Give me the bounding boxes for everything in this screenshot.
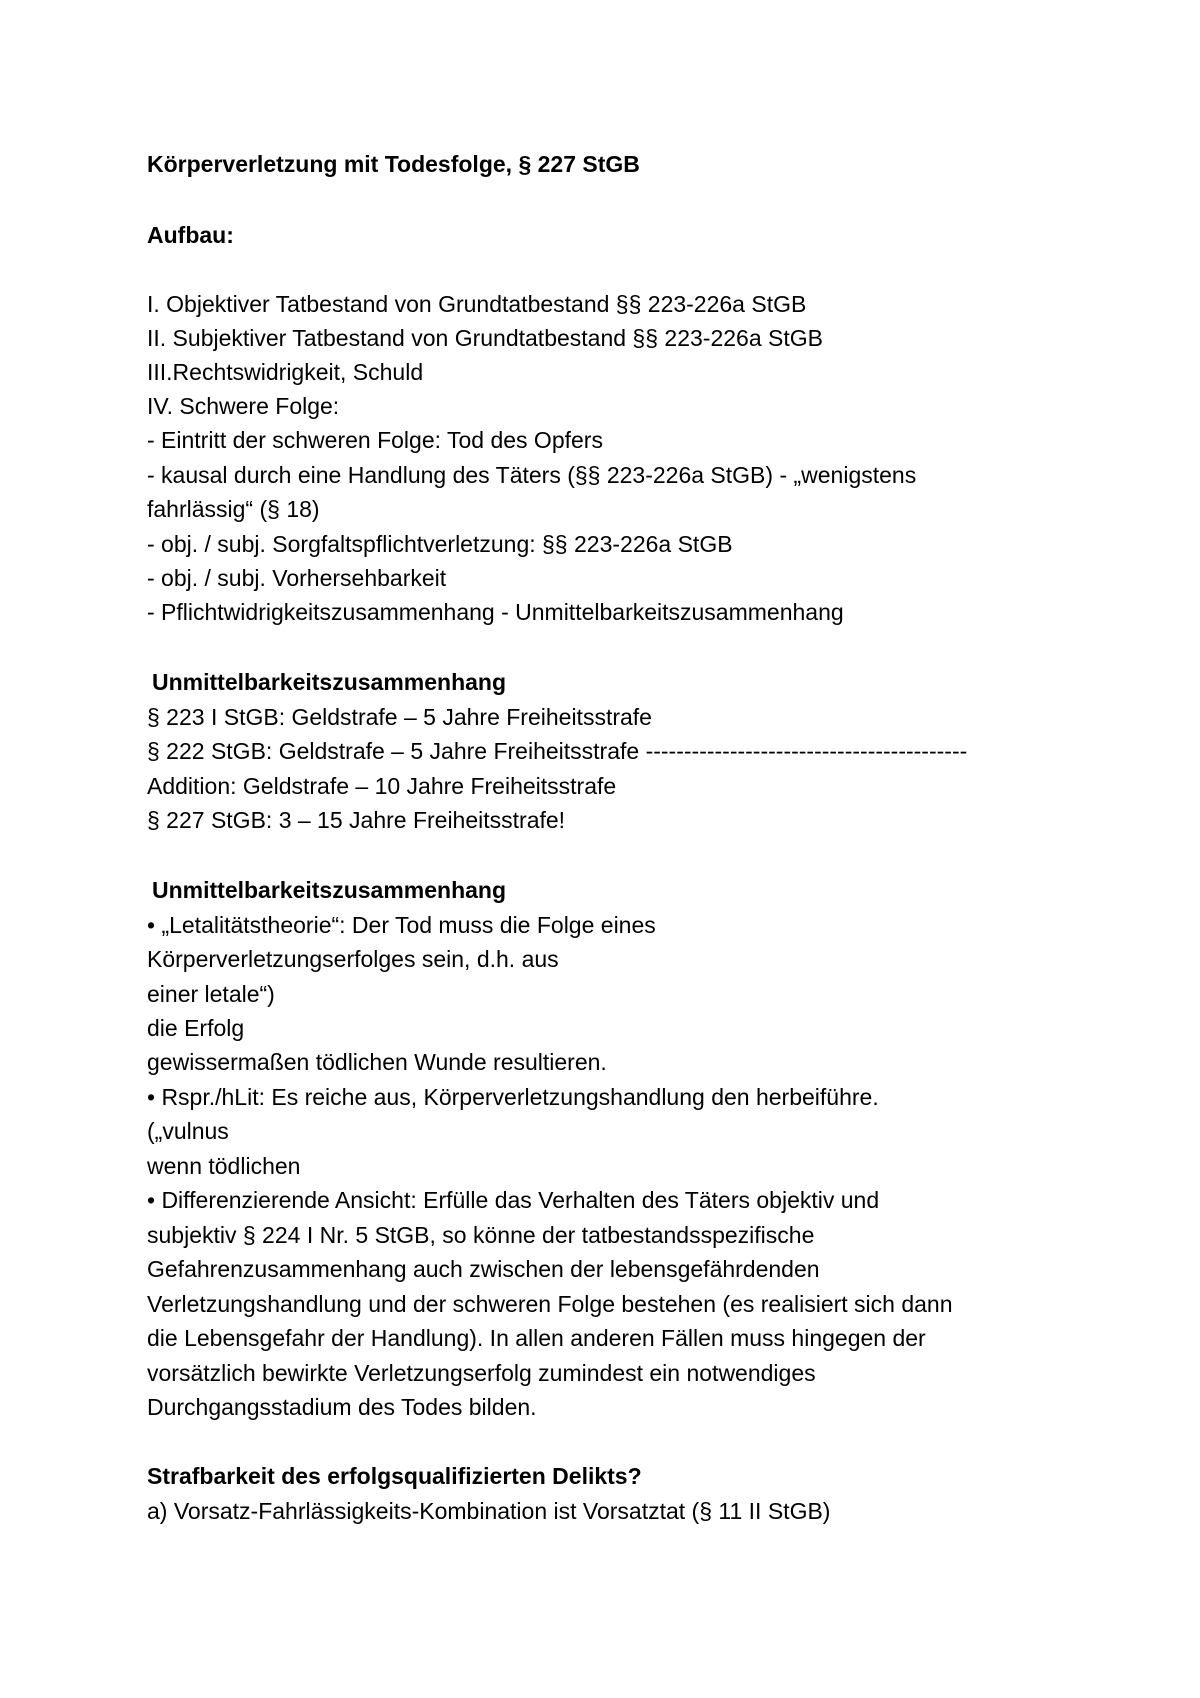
section-heading: Unmittelbarkeitszusammenhang: [152, 669, 507, 695]
section2-line: Verletzungshandlung und der schweren Folge bestehen (es realisiert sich dann: [147, 1291, 953, 1317]
section2-line: die Lebensgefahr der Handlung). In allen anderen Fällen muss hingegen der: [147, 1325, 926, 1351]
section2-line: Durchgangsstadium des Todes bilden.: [147, 1394, 537, 1420]
document-title: Körperverletzung mit Todesfolge, § 227 StGB: [147, 151, 640, 177]
aufbau-line: - obj. / subj. Sorgfaltspflichtverletzung: §§ 223-226a StGB: [147, 531, 733, 557]
section2-line: vorsätzlich bewirkte Verletzungserfolg zumindest ein notwendiges: [147, 1360, 816, 1386]
section2-line: • Rspr./hLit: Es reiche aus, Körperverletzungshandlung den herbeiführe.: [147, 1084, 879, 1110]
aufbau-line: fahrlässig“ (§ 18): [147, 496, 320, 522]
aufbau-line: IV. Schwere Folge:: [147, 393, 340, 419]
aufbau-heading: Aufbau:: [147, 222, 234, 248]
section2-line: („vulnus: [147, 1118, 229, 1144]
aufbau-line: - kausal durch eine Handlung des Täters (§§ 223-226a StGB) - „wenigstens: [147, 462, 917, 488]
section2-line: einer letale“): [147, 981, 275, 1007]
section-heading: Strafbarkeit des erfolgsqualifizierten Delikts?: [147, 1463, 642, 1489]
section2-line: • Differenzierende Ansicht: Erfülle das Verhalten des Täters objektiv und: [147, 1187, 880, 1213]
section2-line: Körperverletzungserfolges sein, d.h. aus: [147, 946, 559, 972]
aufbau-line: - obj. / subj. Vorhersehbarkeit: [147, 565, 447, 591]
section1-line: Addition: Geldstrafe – 10 Jahre Freiheitsstrafe: [147, 773, 617, 799]
aufbau-line: II. Subjektiver Tatbestand von Grundtatbestand §§ 223-226a StGB: [147, 325, 823, 351]
section2-line: Gefahrenzusammenhang auch zwischen der lebensgefährdenden: [147, 1256, 820, 1282]
aufbau-line: - Eintritt der schweren Folge: Tod des Opfers: [147, 427, 603, 453]
section1-line: § 222 StGB: Geldstrafe – 5 Jahre Freiheitsstrafe ------------------------------------------: [147, 738, 968, 764]
section-heading: Unmittelbarkeitszusammenhang: [152, 877, 507, 903]
aufbau-line: III.Rechtswidrigkeit, Schuld: [147, 359, 424, 385]
aufbau-line: - Pflichtwidrigkeitszusammenhang - Unmittelbarkeitszusammenhang: [147, 599, 844, 625]
section1-line: § 227 StGB: 3 – 15 Jahre Freiheitsstrafe!: [147, 807, 566, 833]
section2-line: • „Letalitätstheorie“: Der Tod muss die Folge eines: [147, 912, 656, 938]
aufbau-line: I. Objektiver Tatbestand von Grundtatbestand §§ 223-226a StGB: [147, 291, 807, 317]
section2-line: wenn tödlichen: [147, 1153, 301, 1179]
section2-line: gewissermaßen tödlichen Wunde resultieren.: [147, 1049, 607, 1075]
section2-line: die Erfolg: [147, 1015, 245, 1041]
section2-line: subjektiv § 224 I Nr. 5 StGB, so könne der tatbestandsspezifische: [147, 1222, 815, 1248]
section1-line: § 223 I StGB: Geldstrafe – 5 Jahre Freiheitsstrafe: [147, 704, 652, 730]
section3-line: a) Vorsatz-Fahrlässigkeits-Kombination ist Vorsatztat (§ 11 II StGB): [147, 1498, 831, 1524]
